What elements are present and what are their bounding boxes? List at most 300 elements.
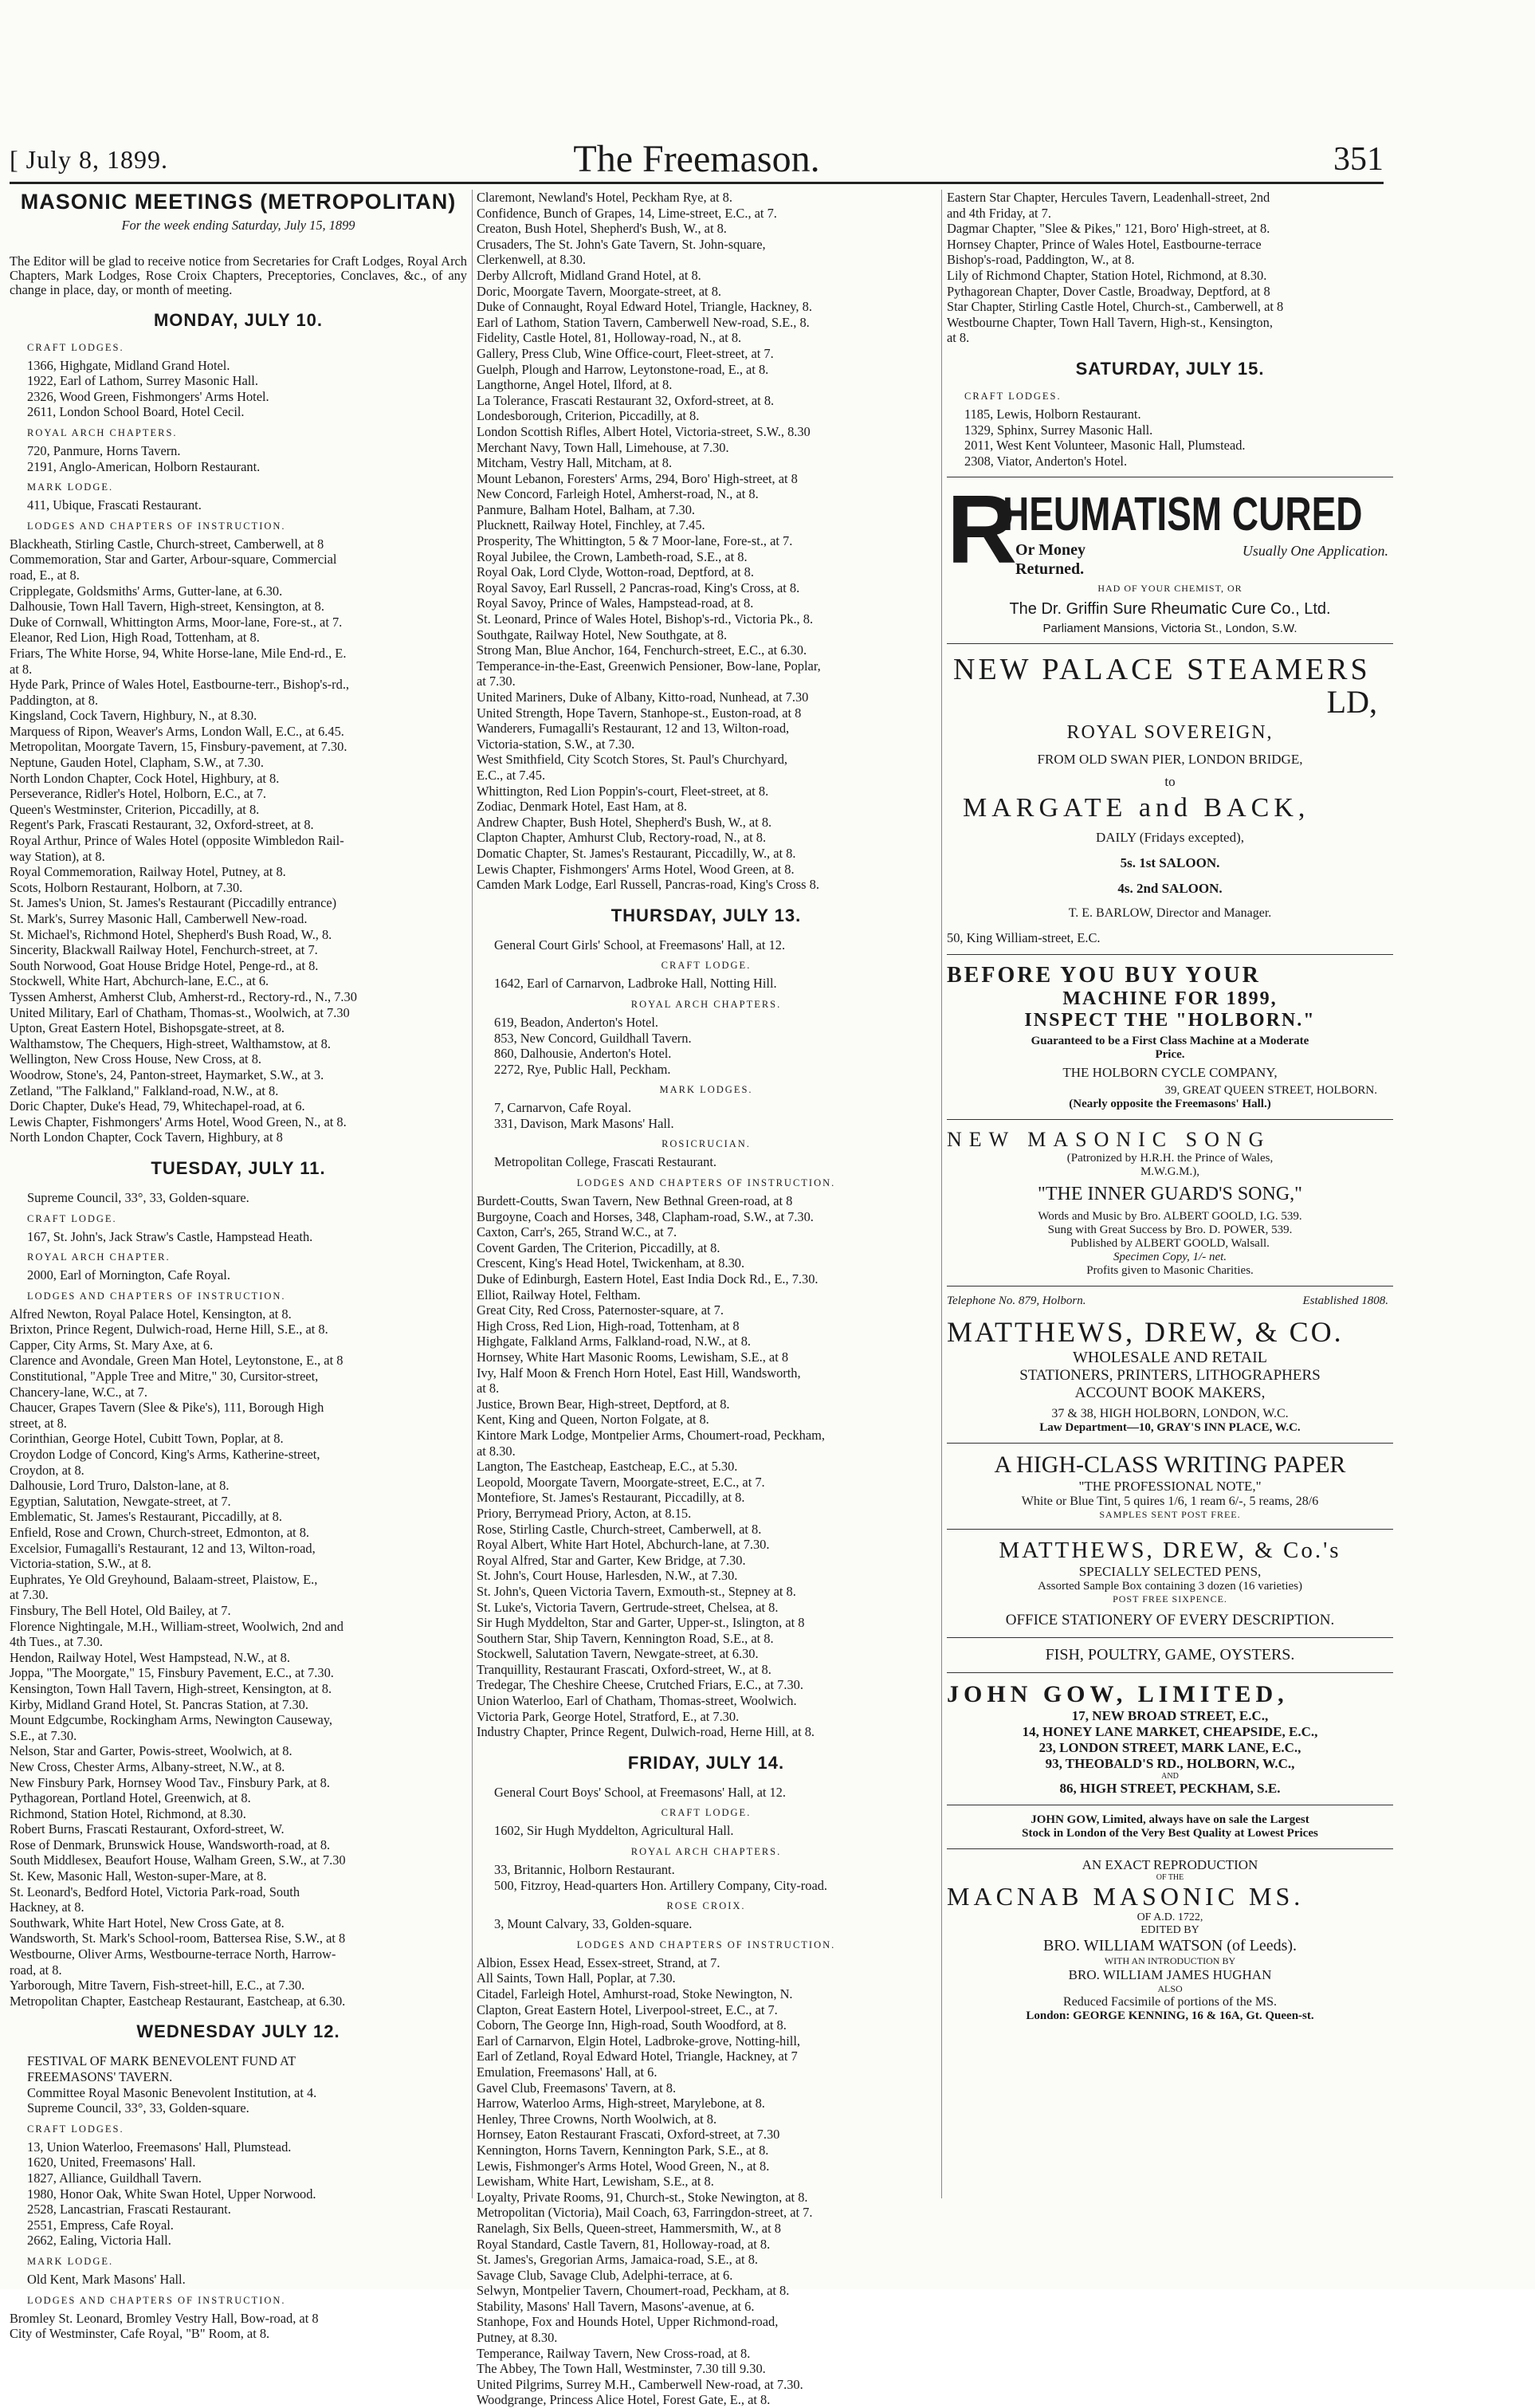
meeting-entry: Egyptian, Salutation, Newgate-street, at 7. [10, 1493, 231, 1509]
meeting-entry: Covent Garden, The Criterion, Piccadilly, at 8. [477, 1239, 720, 1255]
matthews-advert [947, 1294, 1393, 1435]
ad-heading: MATTHEWS, DREW, & CO. [947, 1315, 1344, 1348]
meeting-entry: Wanderers, Fumagalli's Restaurant, 12 and 13, Wilton-road, [477, 721, 790, 737]
meeting-entry: Bishop's-road, Paddington, W., at 8. [947, 252, 1135, 268]
meeting-entry: Royal Oak, Lord Clyde, Wotton-road, Deptford, at 8. [477, 564, 754, 580]
ad-text: The Dr. Griffin Sure Rheumatic Cure Co., Ltd. [1009, 599, 1331, 618]
ad-text: Law Department—10, GRAY'S INN PLACE, W.C. [1039, 1420, 1301, 1434]
meeting-entry: Committee Royal Masonic Benevolent Institution, at 4. [27, 2084, 317, 2100]
column-divider [472, 190, 473, 2198]
ad-text: Price. [1155, 1047, 1185, 1061]
meeting-entry: United Strength, Hope Tavern, Stanhope-st., Euston-road, at 8 [477, 705, 802, 721]
newspaper-title: The Freemason. [573, 138, 820, 180]
meeting-entry: Wellington, New Cross House, New Cross, at 8. [10, 1051, 261, 1067]
section-label: MARK LODGE. [27, 481, 114, 493]
meeting-entry: Duke of Connaught, Royal Edward Hotel, Triangle, Hackney, 8. [477, 299, 812, 315]
meeting-entry: Hornsey, Eaton Restaurant Frascati, Oxford-street, at 7.30 [477, 2127, 780, 2143]
meeting-entry: St. Michael's, Richmond Hotel, Shepherd's Bush Road, W., 8. [10, 926, 332, 942]
ad-text: LD, [1326, 683, 1377, 720]
meeting-entry: Kent, King and Queen, Norton Folgate, at 8. [477, 1412, 709, 1428]
meeting-entry: Victoria-station, S.W., at 7.30. [477, 736, 635, 752]
ad-rule [947, 643, 1393, 644]
ad-text: 37 & 38, HIGH HOLBORN, LONDON, W.C. [1051, 1406, 1289, 1420]
meeting-entry: 853, New Concord, Guildhall Tavern. [494, 1030, 692, 1046]
meeting-entry: 1329, Sphinx, Surrey Masonic Hall. [964, 422, 1153, 438]
meeting-entry: Hornsey, White Hart Masonic Rooms, Lewisham, S.E., at 8 [477, 1349, 789, 1365]
meeting-entry: Emblematic, St. James's Restaurant, Piccadilly, at 8. [10, 1509, 282, 1525]
meeting-entry: at 8. [477, 1381, 500, 1396]
meeting-entry: Stockwell, Salutation Tavern, Newgate-street, at 6.30. [477, 1646, 759, 1662]
meeting-entry: Florence Nightingale, M.H., William-street, Woolwich, 2nd and [10, 1618, 344, 1634]
meeting-entry: Commemoration, Star and Garter, Arbour-square, Commercial [10, 552, 337, 568]
ad-text: FROM OLD SWAN PIER, LONDON BRIDGE, [1037, 751, 1303, 767]
meeting-entry: Lewis, Fishmonger's Arms Hotel, Wood Green, N., at 8. [477, 2158, 770, 2174]
section-label: CRAFT LODGES. [964, 390, 1062, 402]
ad-text: Guaranteed to be a First Class Machine at a Moderate [1031, 1034, 1309, 1047]
meeting-entry: Caxton, Carr's, 265, Strand W.C., at 7. [477, 1224, 677, 1240]
meeting-entry: Corinthian, George Hotel, Cubitt Town, Poplar, at 8. [10, 1431, 284, 1447]
meeting-entry: Lily of Richmond Chapter, Station Hotel, Richmond, at 8.30. [947, 267, 1267, 283]
meeting-entry: Southern Star, Ship Tavern, Kennington Road, S.E., at 8. [477, 1630, 774, 1646]
meeting-entry: St. Leonard's, Bedford Hotel, Victoria Park-road, South [10, 1884, 300, 1899]
meeting-entry: 720, Panmure, Horns Tavern. [27, 442, 181, 458]
meeting-entry: Paddington, at 8. [10, 692, 99, 708]
meeting-entry: Victoria Park, George Hotel, Stratford, E., at 7.30. [477, 1708, 740, 1724]
ad-text: T. E. BARLOW, Director and Manager. [1068, 905, 1272, 920]
ad-text: POST FREE SIXPENCE. [1113, 1593, 1227, 1605]
meetings-title: MASONIC MEETINGS (METROPOLITAN) [20, 190, 457, 214]
meeting-entry: St. Leonard, Prince of Wales Hotel, Bishop's-rd., Victoria Pk., 8. [477, 611, 814, 627]
ad-text: WHOLESALE AND RETAIL [1073, 1348, 1267, 1366]
ad-text: to [1164, 773, 1176, 789]
meeting-entry: street, at 8. [10, 1415, 67, 1431]
meeting-entry: Royal Jubilee, the Crown, Lambeth-road, S.E., at 8. [477, 548, 748, 564]
section-label: CRAFT LODGE. [27, 1212, 117, 1224]
section-label: LODGES AND CHAPTERS OF INSTRUCTION. [576, 1939, 836, 1950]
meeting-entry: Chaucer, Grapes Tavern (Slee & Pike's), 111, Borough High [10, 1400, 324, 1416]
meeting-entry: Creaton, Bush Hotel, Shepherd's Bush, W., at 8. [477, 221, 727, 237]
meeting-entry: Hackney, at 8. [10, 1899, 84, 1915]
meeting-entry: Duke of Cornwall, Whittington Arms, Moor-lane, Fore-st., at 7. [10, 614, 343, 630]
ad-rule [947, 1637, 1393, 1638]
meeting-entry: Justice, Brown Bear, High-street, Deptford, at 8. [477, 1396, 730, 1412]
day-heading: SATURDAY, JULY 15. [1075, 358, 1265, 379]
ad-text: Words and Music by Bro. ALBERT GOOLD, I.G. 539. [1038, 1209, 1302, 1223]
meeting-entry: Kintore Mark Lodge, Montpelier Arms, Choumert-road, Peckham, [477, 1427, 825, 1443]
meeting-entry: Albion, Essex Head, Essex-street, Strand, at 7. [477, 1954, 720, 1970]
meeting-entry: Camden Mark Lodge, Earl Russell, Pancras-road, King's Cross 8. [477, 877, 819, 893]
meeting-entry: Metropolitan Chapter, Eastcheap Restaurant, Eastcheap, at 6.30. [10, 1993, 346, 2009]
meeting-entry: Highgate, Falkland Arms, Falkland-road, N.W., at 8. [477, 1334, 751, 1349]
meeting-entry: at 8.30. [477, 1443, 516, 1459]
meeting-entry: Whittington, Red Lion Poppin's-court, Fleet-street, at 8. [477, 783, 769, 799]
meeting-entry: Constitutional, "Apple Tree and Mitre," 30, Cursitor-street, [10, 1369, 319, 1385]
meeting-entry: Chancery-lane, W.C., at 7. [10, 1384, 147, 1400]
section-label: LODGES AND CHAPTERS OF INSTRUCTION. [27, 1290, 286, 1302]
meeting-entry: High Cross, Red Lion, High-road, Tottenham, at 8 [477, 1318, 740, 1334]
section-label: CRAFT LODGE. [661, 1807, 752, 1819]
meeting-entry: Elliot, Railway Hotel, Feltham. [477, 1286, 641, 1302]
meeting-entry: Pythagorean Chapter, Dover Castle, Broadway, Deptford, at 8 [947, 283, 1270, 299]
meeting-entry: Westbourne, Oliver Arms, Westbourne-terrace North, Harrow- [10, 1946, 336, 1962]
section-label: CRAFT LODGE. [661, 960, 752, 972]
meeting-entry: Langton, The Eastcheap, Eastcheap, E.C., at 5.30. [477, 1459, 738, 1475]
meeting-entry: Richmond, Station Hotel, Richmond, at 8.30. [10, 1805, 246, 1821]
meeting-entry: Ranelagh, Six Bells, Queen-street, Hammersmith, W., at 8 [477, 2220, 781, 2236]
ad-text: Specimen Copy, 1/- net. [1113, 1250, 1227, 1263]
ad-text: Parliament Mansions, Victoria St., London, S.W. [1042, 621, 1297, 635]
section-label: LODGES AND CHAPTERS OF INSTRUCTION. [27, 520, 286, 532]
ad-text: Profits given to Masonic Charities. [1086, 1263, 1254, 1277]
meeting-entry: Sir Hugh Myddelton, Star and Garter, Upper-st., Islington, at 8 [477, 1615, 805, 1631]
meeting-entry: Londesborough, Criterion, Piccadilly, at 8. [477, 408, 700, 424]
meetings-subtitle: For the week ending Saturday, July 15, 1899 [121, 218, 355, 233]
meeting-entry: Sincerity, Blackwall Railway Hotel, Fenchurch-street, at 7. [10, 942, 318, 958]
meeting-entry: Supreme Council, 33°, 33, Golden-square. [27, 1189, 249, 1205]
section-label: CRAFT LODGES. [27, 341, 124, 353]
column-3 [947, 190, 1393, 2023]
ad-text: 86, HIGH STREET, PECKHAM, S.E. [1059, 1780, 1281, 1796]
meeting-entry: Hendon, Railway Hotel, West Hampstead, N.W., at 8. [10, 1649, 290, 1665]
meeting-entry: 2308, Viator, Anderton's Hotel. [964, 453, 1128, 469]
rheumatism-advert [947, 485, 1393, 635]
section-label: ROYAL ARCH CHAPTER. [27, 1251, 171, 1263]
meeting-entry: Fidelity, Castle Hotel, 81, Holloway-road, N., at 8. [477, 330, 742, 346]
meeting-entry: Gallery, Press Club, Wine Office-court, Fleet-street, at 7. [477, 345, 774, 361]
meeting-entry: Tredegar, The Cheshire Cheese, Crutched Friars, E.C., at 7.30. [477, 1677, 803, 1693]
meeting-entry: Stability, Masons' Hall Tavern, Masons'-avenue, at 6. [477, 2298, 755, 2314]
meeting-entry: North London Chapter, Cock Hotel, Highbury, at 8. [10, 770, 280, 786]
section-label: ROYAL ARCH CHAPTERS. [630, 1846, 782, 1858]
ad-rule [947, 1119, 1393, 1120]
section-label: ROYAL ARCH CHAPTERS. [630, 998, 782, 1010]
meeting-entry: Ivy, Half Moon & French Horn Hotel, East Hill, Wandsworth, [477, 1365, 801, 1381]
meeting-entry: Nelson, Star and Garter, Powis-street, Woolwich, at 8. [10, 1743, 292, 1759]
section-label: ROSICRUCIAN. [662, 1138, 751, 1150]
gow-advert [947, 1646, 1393, 1840]
header-rule [10, 182, 1384, 184]
meeting-entry: Excelsior, Fumagalli's Restaurant, 12 and 13, Wilton-road, [10, 1540, 316, 1556]
meeting-entry: at 7.30. [10, 1587, 49, 1603]
meeting-entry: Friars, The White Horse, 94, White Horse-lane, Mile End-rd., E. [10, 645, 347, 661]
editor-notice: The Editor will be glad to receive notice from Secretaries for Craft Lodges, Royal Arch Chapters, Mark Lodges, Rose Croix Chapters, Preceptories, Conclaves, &c., of any change in place, day, or month of meeting. [10, 253, 467, 297]
meeting-entry: Leopold, Moorgate Tavern, Moorgate-street, E.C., at 7. [477, 1474, 765, 1490]
meeting-entry: Brixton, Prince Regent, Dulwich-road, Herne Hill, S.E., at 8. [10, 1322, 328, 1338]
meeting-entry: St. John's, Queen Victoria Tavern, Exmouth-st., Stepney at 8. [477, 1583, 796, 1599]
day-heading: MONDAY, JULY 10. [153, 309, 324, 330]
meeting-entry: Metropolitan (Victoria), Mail Coach, 63, Farringdon-street, at 7. [477, 2205, 813, 2221]
meeting-entry: Loyalty, Private Rooms, 91, Church-st., Stoke Newington, at 8. [477, 2189, 808, 2205]
column-1 [10, 190, 467, 2342]
meeting-entry: Langthorne, Angel Hotel, Ilford, at 8. [477, 377, 673, 393]
ad-text: 14, HONEY LANE MARKET, CHEAPSIDE, E.C., [1022, 1723, 1318, 1739]
meeting-entry: South Norwood, Goat House Bridge Hotel, Penge-rd., at 8. [10, 957, 319, 973]
ad-text: Usually One Application. [1242, 543, 1388, 560]
ad-text: FISH, POULTRY, GAME, OYSTERS. [1045, 1645, 1295, 1664]
ad-heading: MATTHEWS, DREW, & Co.'s [999, 1537, 1341, 1563]
meeting-entry: at 7.30. [477, 674, 516, 689]
meeting-entry: Dalhousie, Lord Truro, Dalston-lane, at 8. [10, 1478, 230, 1494]
meeting-entry: Citadel, Farleigh Hotel, Amhurst-road, Stoke Newington, N. [477, 1986, 793, 2001]
meeting-entry: 3, Mount Calvary, 33, Golden-square. [494, 1916, 693, 1932]
ad-text: 5s. 1st SALOON. [1120, 854, 1220, 870]
meeting-entry: 860, Dalhousie, Anderton's Hotel. [494, 1046, 672, 1062]
ad-text: 4s. 2nd SALOON. [1117, 880, 1223, 896]
meeting-entry: Clapton Chapter, Amhurst Club, Rectory-road, N., at 8. [477, 830, 767, 846]
meeting-entry: General Court Girls' School, at Freemasons' Hall, at 12. [494, 937, 786, 953]
meeting-entry: Regent's Park, Frascati Restaurant, 32, Oxford-street, at 8. [10, 817, 314, 833]
ad-rule [947, 954, 1393, 955]
meeting-entry: St. Luke's, Victoria Tavern, Gertrude-street, Chelsea, at 8. [477, 1599, 779, 1615]
ad-text: THE HOLBORN CYCLE COMPANY, [1062, 1064, 1278, 1080]
ad-text: BRO. WILLIAM JAMES HUGHAN [1068, 1966, 1272, 1982]
ad-text: 50, King William-street, E.C. [947, 929, 1101, 945]
meeting-entry: 2551, Empress, Cafe Royal. [27, 2217, 174, 2233]
meeting-entry: Woodgrange, Princess Alice Hotel, Forest Gate, E., at 8. [477, 2392, 771, 2408]
meeting-entry: New Concord, Farleigh Hotel, Amherst-road, N., at 8. [477, 486, 759, 502]
meeting-entry: Andrew Chapter, Bush Hotel, Shepherd's Bush, W., at 8. [477, 814, 772, 830]
ad-text: "THE PROFESSIONAL NOTE," [1078, 1478, 1262, 1494]
meeting-entry: Southwark, White Hart Hotel, New Cross Gate, at 8. [10, 1915, 285, 1931]
meeting-entry: Tranquillity, Restaurant Frascati, Oxford-street, W., at 8. [477, 1661, 771, 1677]
meeting-entry: Zetland, "The Falkland," Falkland-road, N.W., at 8. [10, 1082, 279, 1098]
ad-text: DAILY (Fridays excepted), [1095, 829, 1245, 845]
meeting-entry: FREEMASONS' TAVERN. [27, 2069, 173, 2084]
ad-text: BRO. WILLIAM WATSON (of Leeds). [1042, 1936, 1297, 1954]
meeting-entry: Doric, Moorgate Tavern, Moorgate-street, at 8. [477, 283, 721, 299]
meeting-entry: Enfield, Rose and Crown, Church-street, Edmonton, at 8. [10, 1525, 310, 1540]
ad-heading: NEW PALACE STEAMERS [953, 652, 1371, 686]
ad-text: EDITED BY [1140, 1923, 1199, 1936]
meeting-entry: Star Chapter, Stirling Castle Hotel, Church-st., Camberwell, at 8 [947, 299, 1284, 315]
meeting-entry: Upton, Great Eastern Hotel, Bishopsgate-street, at 8. [10, 1020, 285, 1036]
meeting-entry: Temperance-in-the-East, Greenwich Pensioner, Bow-lane, Poplar, [477, 658, 821, 674]
ad-rule [947, 1672, 1393, 1673]
meeting-entry: 1602, Sir Hugh Myddelton, Agricultural Hall. [494, 1823, 734, 1839]
meeting-entry: St. James's, Gregorian Arms, Jamaica-road, S.E., at 8. [477, 2252, 758, 2268]
meeting-entry: Kirby, Midland Grand Hotel, St. Pancras Station, at 7.30. [10, 1696, 308, 1712]
meeting-entry: Clerkenwell, at 8.30. [477, 252, 587, 268]
ad-text: STATIONERS, PRINTERS, LITHOGRAPHERS [1019, 1366, 1321, 1384]
meeting-entry: General Court Boys' School, at Freemasons' Hall, at 12. [494, 1784, 786, 1800]
meeting-entry: Stockwell, White Hart, Abchurch-lane, E.C., at 6. [10, 973, 269, 989]
meeting-entry: Priory, Berrymead Priory, Acton, at 8.15. [477, 1505, 692, 1521]
meeting-entry: St. James's Union, St. James's Restaurant (Piccadilly entrance) [10, 895, 337, 911]
meeting-entry: Pythagorean, Portland Hotel, Greenwich, at 8. [10, 1790, 251, 1806]
meeting-entry: Alfred Newton, Royal Palace Hotel, Kensington, at 8. [10, 1306, 292, 1322]
ad-text: (Nearly opposite the Freemasons' Hall.) [1069, 1097, 1271, 1110]
section-label: LODGES AND CHAPTERS OF INSTRUCTION. [576, 1177, 836, 1189]
pens-advert [947, 1538, 1393, 1629]
meeting-entry: Burdett-Coutts, Swan Tavern, New Bethnal Green-road, at 8 [477, 1193, 793, 1209]
day-heading: THURSDAY, JULY 13. [610, 905, 802, 925]
meeting-entry: Scots, Holborn Restaurant, Holborn, at 7.30. [10, 879, 243, 895]
rheumatism-title: HEUMATISM CURED [1003, 486, 1363, 541]
meeting-entry: Mount Lebanon, Foresters' Arms, 294, Boro' High-street, at 8 [477, 470, 798, 486]
ad-text: SAMPLES SENT POST FREE. [1099, 1508, 1241, 1520]
meeting-entry: St. Mark's, Surrey Masonic Hall, Camberwell New-road. [10, 911, 308, 926]
meeting-entry: Harrow, Waterloo Arms, High-street, Marylebone, at 8. [477, 2096, 765, 2111]
ad-text: SPECIALLY SELECTED PENS, [1078, 1563, 1262, 1579]
meeting-entry: 1922, Earl of Lathom, Surrey Masonic Hall. [27, 373, 258, 389]
meeting-entry: Stanhope, Fox and Hounds Hotel, Upper Richmond-road, [477, 2314, 779, 2330]
meeting-entry: 1827, Alliance, Guildhall Tavern. [27, 2170, 202, 2186]
meeting-entry: Guelph, Plough and Harrow, Leytonstone-road, E., at 8. [477, 361, 769, 377]
section-label: LODGES AND CHAPTERS OF INSTRUCTION. [27, 2294, 286, 2306]
meeting-entry: Coborn, The George Inn, High-road, South Woodford, at 8. [477, 2017, 787, 2033]
meeting-entry: Zodiac, Denmark Hotel, East Ham, at 8. [477, 799, 687, 815]
meeting-entry: 7, Carnarvon, Cafe Royal. [494, 1100, 632, 1116]
meeting-entry: Earl of Zetland, Royal Edward Hotel, Triangle, Hackney, at 7 [477, 2049, 798, 2064]
meeting-entry: All Saints, Town Hall, Poplar, at 7.30. [477, 1970, 676, 1986]
meeting-entry: South Middlesex, Beaufort House, Walham Green, S.W., at 7.30 [10, 1852, 346, 1868]
meeting-entry: Royal Standard, Castle Tavern, 81, Holloway-road, at 8. [477, 2236, 771, 2252]
meeting-entry: Montefiore, St. James's Restaurant, Piccadilly, at 8. [477, 1490, 745, 1506]
meeting-entry: City of Westminster, Cafe Royal, "B" Room, at 8. [10, 2326, 270, 2342]
meeting-entry: FESTIVAL OF MARK BENEVOLENT FUND AT [27, 2053, 296, 2069]
meeting-entry: Lewisham, White Hart, Lewisham, S.E., at 8. [477, 2174, 714, 2190]
meeting-entry: Earl of Lathom, Station Tavern, Camberwell New-road, S.E., 8. [477, 314, 810, 330]
ad-heading: BEFORE YOU BUY YOUR [947, 962, 1261, 988]
ad-text: OFFICE STATIONERY OF EVERY DESCRIPTION. [1005, 1611, 1335, 1628]
meeting-entry: 2191, Anglo-American, Holborn Restaurant. [27, 458, 261, 474]
ad-text: Returned. [1015, 560, 1085, 579]
page-number: 351 [1333, 141, 1384, 178]
meeting-entry: Great City, Red Cross, Paternoster-square, at 7. [477, 1302, 724, 1318]
meeting-entry: United Mariners, Duke of Albany, Kitto-road, Nunhead, at 7.30 [477, 689, 809, 705]
ad-text: 23, LONDON STREET, MARK LANE, E.C., [1038, 1739, 1301, 1755]
meeting-entry: Wandsworth, St. Mark's School-room, Battersea Rise, S.W., at 8 [10, 1931, 346, 1946]
meeting-entry: London Scottish Rifles, Albert Hotel, Victoria-street, S.W., 8.30 [477, 423, 811, 439]
ad-text: Sung with Great Success by Bro. D. POWER, 539. [1047, 1223, 1293, 1236]
ad-text: WITH AN INTRODUCTION BY [1104, 1954, 1236, 1966]
meeting-entry: 2528, Lancastrian, Frascati Restaurant. [27, 2202, 231, 2217]
ad-text: M.W.G.M.), [1140, 1165, 1200, 1178]
column-2 [477, 190, 936, 2408]
ad-heading: MACHINE FOR 1899, [1062, 988, 1278, 1009]
ad-text: London: GEORGE KENNING, 16 & 16A, Gt. Queen-st. [1026, 2009, 1314, 2022]
meeting-entry: Old Kent, Mark Masons' Hall. [27, 2271, 186, 2287]
ad-text: OF THE [1156, 1872, 1184, 1882]
meeting-entry: Earl of Carnarvon, Elgin Hotel, Ladbroke-grove, Notting-hill, [477, 2033, 801, 2049]
meeting-entry: Hornsey Chapter, Prince of Wales Hotel, Eastbourne-terrace [947, 236, 1262, 252]
ad-heading: JOHN GOW, LIMITED, [947, 1680, 1289, 1707]
meeting-entry: Metropolitan College, Frascati Restaurant. [494, 1154, 717, 1170]
ad-text: Or Money [1015, 541, 1085, 560]
meeting-entry: 2000, Earl of Mornington, Cafe Royal. [27, 1267, 230, 1283]
ad-text: AND [1161, 1771, 1179, 1781]
ad-text: (Patronized by H.R.H. the Prince of Wales, [1066, 1151, 1274, 1165]
meeting-entry: Royal Alfred, Star and Garter, Kew Bridge, at 7.30. [477, 1552, 746, 1568]
meeting-entry: West Smithfield, City Scotch Stores, St. Paul's Churchyard, [477, 752, 787, 768]
holborn-advert [947, 963, 1393, 1111]
section-label: MARK LODGES. [659, 1084, 753, 1096]
meeting-entry: United Military, Earl of Chatham, Thomas-st., Woolwich, at 7.30 [10, 1004, 350, 1020]
meeting-entry: Neptune, Gauden Hotel, Clapham, S.W., at 7.30. [10, 755, 264, 771]
meeting-entry: Mitcham, Vestry Hall, Mitcham, at 8. [477, 455, 673, 471]
meeting-entry: Blackheath, Stirling Castle, Church-street, Camberwell, at 8 [10, 536, 324, 552]
meeting-entry: Confidence, Bunch of Grapes, 14, Lime-street, E.C., at 7. [477, 205, 777, 221]
meeting-entry: Prosperity, The Whittington, 5 & 7 Moor-lane, Fore-st., at 7. [477, 533, 793, 549]
meeting-entry: Crusaders, The St. John's Gate Tavern, St. John-square, [477, 236, 766, 252]
steamers-advert [947, 652, 1393, 946]
ad-rule [947, 1529, 1393, 1530]
meeting-entry: New Cross, Chester Arms, Albany-street, N.W., at 8. [10, 1758, 285, 1774]
meeting-entry: 167, St. John's, Jack Straw's Castle, Hampstead Heath. [27, 1228, 313, 1244]
meeting-entry: Supreme Council, 33°, 33, Golden-square. [27, 2100, 249, 2116]
ad-text: Reduced Facsimile of portions of the MS. [1063, 1994, 1277, 2009]
meeting-entry: 2272, Rye, Public Hall, Peckham. [494, 1061, 671, 1077]
issue-date: [ July 8, 1899. [10, 145, 168, 174]
meeting-entry: Crescent, King's Head Hotel, Twickenham, at 8.30. [477, 1255, 745, 1271]
meeting-entry: Union Waterloo, Earl of Chatham, Thomas-street, Woolwich. [477, 1693, 797, 1709]
meeting-entry: 13, Union Waterloo, Freemasons' Hall, Plumstead. [27, 2139, 292, 2155]
meeting-entry: Dalhousie, Town Hall Tavern, High-street, Kensington, at 8. [10, 599, 324, 615]
meeting-entry: Croydon Lodge of Concord, King's Arms, Katherine-street, [10, 1447, 320, 1463]
meeting-entry: Gavel Club, Freemasons' Tavern, at 8. [477, 2080, 677, 2096]
meeting-entry: Lewis Chapter, Fishmongers' Arms Hotel, Wood Green, at 8. [477, 861, 795, 877]
ad-text: Published by ALBERT GOOLD, Walsall. [1070, 1236, 1270, 1250]
ad-text: Telephone No. 879, Holborn. [947, 1294, 1086, 1307]
meeting-entry: 2011, West Kent Volunteer, Masonic Hall, Plumstead. [964, 438, 1246, 454]
meeting-entry: Panmure, Balham Hotel, Balham, at 7.30. [477, 501, 696, 517]
meeting-entry: Savage Club, Savage Club, Adelphi-terrace, at 6. [477, 2267, 733, 2283]
song-advert [947, 1128, 1393, 1278]
meeting-entry: Domatic Chapter, St. James's Restaurant, Piccadilly, W., at 8. [477, 845, 796, 861]
ad-heading: INSPECT THE "HOLBORN." [1024, 1009, 1316, 1031]
meeting-entry: Temperance, Railway Tavern, New Cross-road, at 8. [477, 2345, 751, 2361]
meeting-entry: Merchant Navy, Town Hall, Limehouse, at 7.30. [477, 439, 729, 455]
drop-cap: R [947, 485, 1018, 584]
meeting-entry: 1980, Honor Oak, White Swan Hotel, Upper Norwood. [27, 2186, 316, 2202]
meeting-entry: Kennington, Horns Tavern, Kennington Park, S.E., at 8. [477, 2142, 769, 2158]
meeting-entry: United Pilgrims, Surrey M.H., Camberwell New-road, at 7.30. [477, 2376, 803, 2392]
meeting-entry: and 4th Friday, at 7. [947, 205, 1051, 221]
meeting-entry: Industry Chapter, Prince Regent, Dulwich-road, Herne Hill, at 8. [477, 1724, 815, 1740]
ad-text: ACCOUNT BOOK MAKERS, [1074, 1384, 1266, 1401]
ad-text: 93, THEOBALD'S RD., HOLBORN, W.C., [1045, 1755, 1295, 1771]
meeting-entry: at 8. [947, 330, 970, 346]
meeting-entry: Hyde Park, Prince of Wales Hotel, Eastbourne-terr., Bishop's-rd., [10, 677, 350, 693]
meeting-entry: road, at 8. [10, 1962, 62, 1978]
meeting-entry: Putney, at 8.30. [477, 2330, 558, 2346]
meeting-entry: North London Chapter, Cock Tavern, Highbury, at 8 [10, 1129, 283, 1145]
ad-text: 17, NEW BROAD STREET, E.C., [1071, 1707, 1269, 1723]
ad-heading: A HIGH-CLASS WRITING PAPER [994, 1451, 1346, 1478]
meeting-entry: Royal Savoy, Earl Russell, 2 Pancras-road, King's Cross, at 8. [477, 579, 800, 595]
ad-text: OF A.D. 1722, [1137, 1911, 1203, 1923]
ad-text: AN EXACT REPRODUCTION [1082, 1856, 1258, 1872]
meeting-entry: Royal Albert, White Hart Hotel, Abchurch-lane, at 7.30. [477, 1537, 770, 1553]
meeting-entry: way Station), at 8. [10, 848, 105, 864]
meeting-entry: Rose of Denmark, Brunswick House, Wandsworth-road, at 8. [10, 1836, 331, 1852]
ad-text: Established 1808. [1302, 1294, 1388, 1307]
meeting-entry: 1366, Highgate, Midland Grand Hotel. [27, 357, 230, 373]
ad-text: ALSO [1157, 1982, 1183, 1994]
meeting-entry: Tyssen Amherst, Amherst Club, Amherst-rd., Rectory-rd., N., 7.30 [10, 988, 357, 1004]
meeting-entry: Kensington, Town Hall Tavern, High-street, Kensington, at 8. [10, 1680, 332, 1696]
paper-advert [947, 1451, 1393, 1521]
ad-text: JOHN GOW, Limited, always have on sale the Largest [1031, 1813, 1309, 1826]
meeting-entry: Robert Burns, Frascati Restaurant, Oxford-street, W. [10, 1821, 285, 1837]
meeting-entry: Royal Commemoration, Railway Hotel, Putney, at 8. [10, 864, 286, 880]
meeting-entry: 2611, London School Board, Hotel Cecil. [27, 404, 245, 420]
meeting-entry: Lewis Chapter, Fishmongers' Arms Hotel, Wood Green, N., at 8. [10, 1114, 347, 1129]
meeting-entry: 2662, Ealing, Victoria Hall. [27, 2233, 171, 2249]
meeting-entry: Metropolitan, Moorgate Tavern, 15, Finsbury-pavement, at 7.30. [10, 739, 347, 755]
meeting-entry: Doric Chapter, Duke's Head, 79, Whitechapel-road, at 6. [10, 1098, 305, 1114]
meeting-entry: Rose, Stirling Castle, Church-street, Camberwell, at 8. [477, 1521, 762, 1537]
